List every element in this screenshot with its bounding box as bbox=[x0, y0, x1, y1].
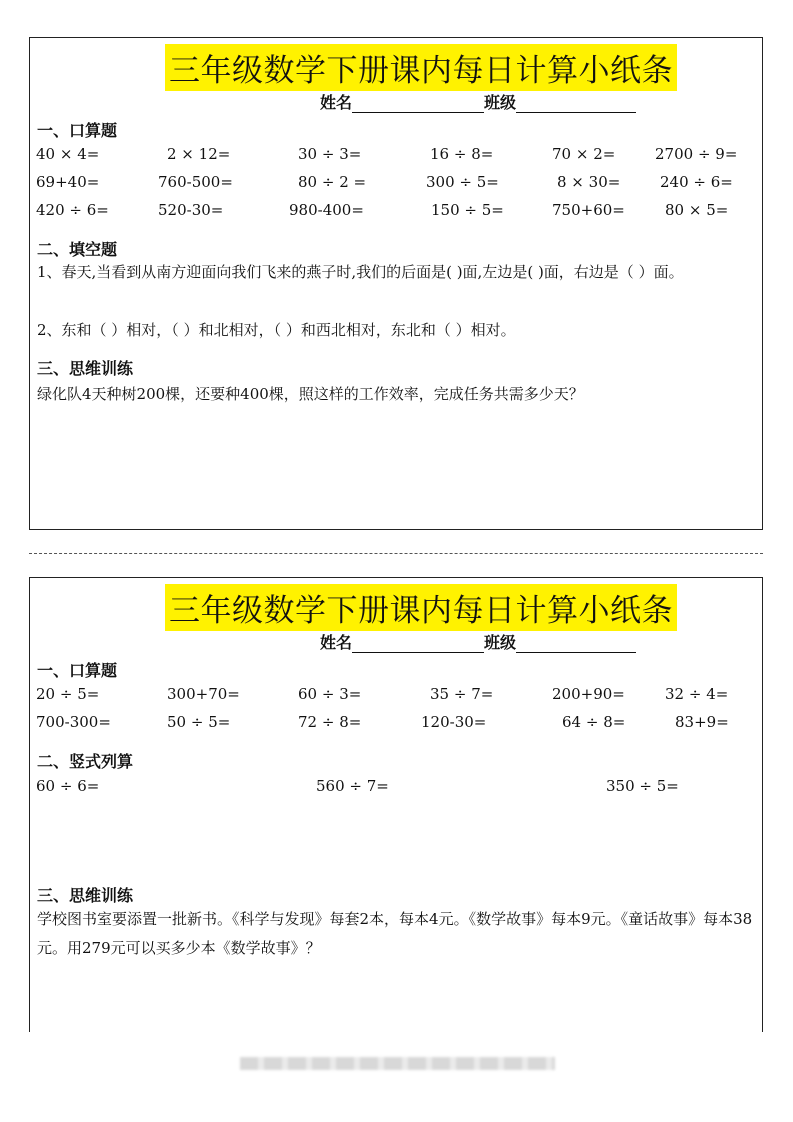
section-heading-oral: 一、口算题 bbox=[37, 121, 118, 140]
oral-problem: 980-400= bbox=[289, 201, 364, 219]
oral-problem: 120-30= bbox=[421, 713, 487, 731]
oral-problem: 300+70= bbox=[167, 685, 240, 703]
oral-row bbox=[30, 713, 762, 733]
vertical-problem: 560 ÷ 7= bbox=[316, 777, 389, 795]
oral-problem: 35 ÷ 7= bbox=[430, 685, 494, 703]
class-label: 班级 bbox=[484, 633, 517, 652]
oral-problem: 72 ÷ 8= bbox=[298, 713, 362, 731]
oral-problem: 60 ÷ 3= bbox=[298, 685, 362, 703]
oral-problem: 520-30= bbox=[158, 201, 224, 219]
blurred-footer-watermark bbox=[240, 1057, 555, 1070]
fill-question-2: 2、东和（ ）相对，（ ）和北相对，（ ）和西北相对，东北和（ ）相对。 bbox=[37, 321, 516, 339]
cut-line bbox=[29, 553, 763, 554]
oral-problem: 40 × 4= bbox=[36, 145, 100, 163]
oral-problem: 750+60= bbox=[552, 201, 625, 219]
section-heading-vertical: 二、竖式列算 bbox=[37, 752, 134, 771]
oral-problem: 69+40= bbox=[36, 173, 100, 191]
section-heading-oral: 一、口算题 bbox=[37, 661, 118, 680]
oral-problem: 240 ÷ 6= bbox=[660, 173, 733, 191]
vertical-row bbox=[30, 777, 762, 797]
oral-problem: 64 ÷ 8= bbox=[562, 713, 626, 731]
thinking-question: 绿化队4天种树200棵，还要种400棵，照这样的工作效率，完成任务共需多少天？ bbox=[37, 385, 584, 403]
thinking-question: 学校图书室要添置一批新书。《科学与发现》每套2本，每本4元。《数学故事》每本9元。《童话故事》每本38元。用279元可以买多少本《数学故事》？ bbox=[37, 910, 753, 957]
name-class-row bbox=[320, 630, 636, 653]
vertical-problem: 350 ÷ 5= bbox=[606, 777, 679, 795]
oral-row bbox=[30, 145, 762, 165]
oral-problem: 760-500= bbox=[158, 173, 233, 191]
oral-row bbox=[30, 685, 762, 705]
section-heading-fill: 二、填空题 bbox=[37, 240, 118, 259]
oral-problem: 8 × 30= bbox=[557, 173, 621, 191]
name-blank[interactable] bbox=[352, 636, 484, 653]
oral-problem: 2 × 12= bbox=[167, 145, 231, 163]
oral-problem: 150 ÷ 5= bbox=[431, 201, 504, 219]
worksheet-card-1 bbox=[29, 37, 763, 530]
oral-problem: 2700 ÷ 9= bbox=[655, 145, 738, 163]
fill-question-1: 1、春天,当看到从南方迎面向我们飞来的燕子时,我们的后面是( )面,左边是( )面，右边是（ ）面。 bbox=[37, 263, 684, 281]
worksheet-title: 三年级数学下册课内每日计算小纸条 bbox=[165, 584, 677, 631]
name-class-row bbox=[320, 90, 636, 113]
oral-problem: 20 ÷ 5= bbox=[36, 685, 100, 703]
name-label: 姓名 bbox=[320, 633, 353, 652]
oral-problem: 16 ÷ 8= bbox=[430, 145, 494, 163]
oral-problem: 700-300= bbox=[36, 713, 111, 731]
vertical-problem: 60 ÷ 6= bbox=[36, 777, 100, 795]
oral-problem: 80 × 5= bbox=[665, 201, 729, 219]
oral-row bbox=[30, 173, 762, 193]
class-blank[interactable] bbox=[516, 96, 636, 113]
oral-problem: 420 ÷ 6= bbox=[36, 201, 109, 219]
oral-problem: 200+90= bbox=[552, 685, 625, 703]
oral-problem: 80 ÷ 2 = bbox=[298, 173, 367, 191]
name-label: 姓名 bbox=[320, 93, 353, 112]
oral-problem: 32 ÷ 4= bbox=[665, 685, 729, 703]
section-heading-thinking: 三、思维训练 bbox=[37, 359, 134, 378]
section-heading-thinking: 三、思维训练 bbox=[37, 886, 134, 905]
oral-problem: 300 ÷ 5= bbox=[426, 173, 499, 191]
worksheet-card-2 bbox=[29, 577, 763, 1032]
class-blank[interactable] bbox=[516, 636, 636, 653]
oral-row bbox=[30, 201, 762, 221]
oral-problem: 70 × 2= bbox=[552, 145, 616, 163]
worksheet-title: 三年级数学下册课内每日计算小纸条 bbox=[165, 44, 677, 91]
oral-problem: 50 ÷ 5= bbox=[167, 713, 231, 731]
oral-problem: 30 ÷ 3= bbox=[298, 145, 362, 163]
oral-problem: 83+9= bbox=[675, 713, 729, 731]
name-blank[interactable] bbox=[352, 96, 484, 113]
class-label: 班级 bbox=[484, 93, 517, 112]
